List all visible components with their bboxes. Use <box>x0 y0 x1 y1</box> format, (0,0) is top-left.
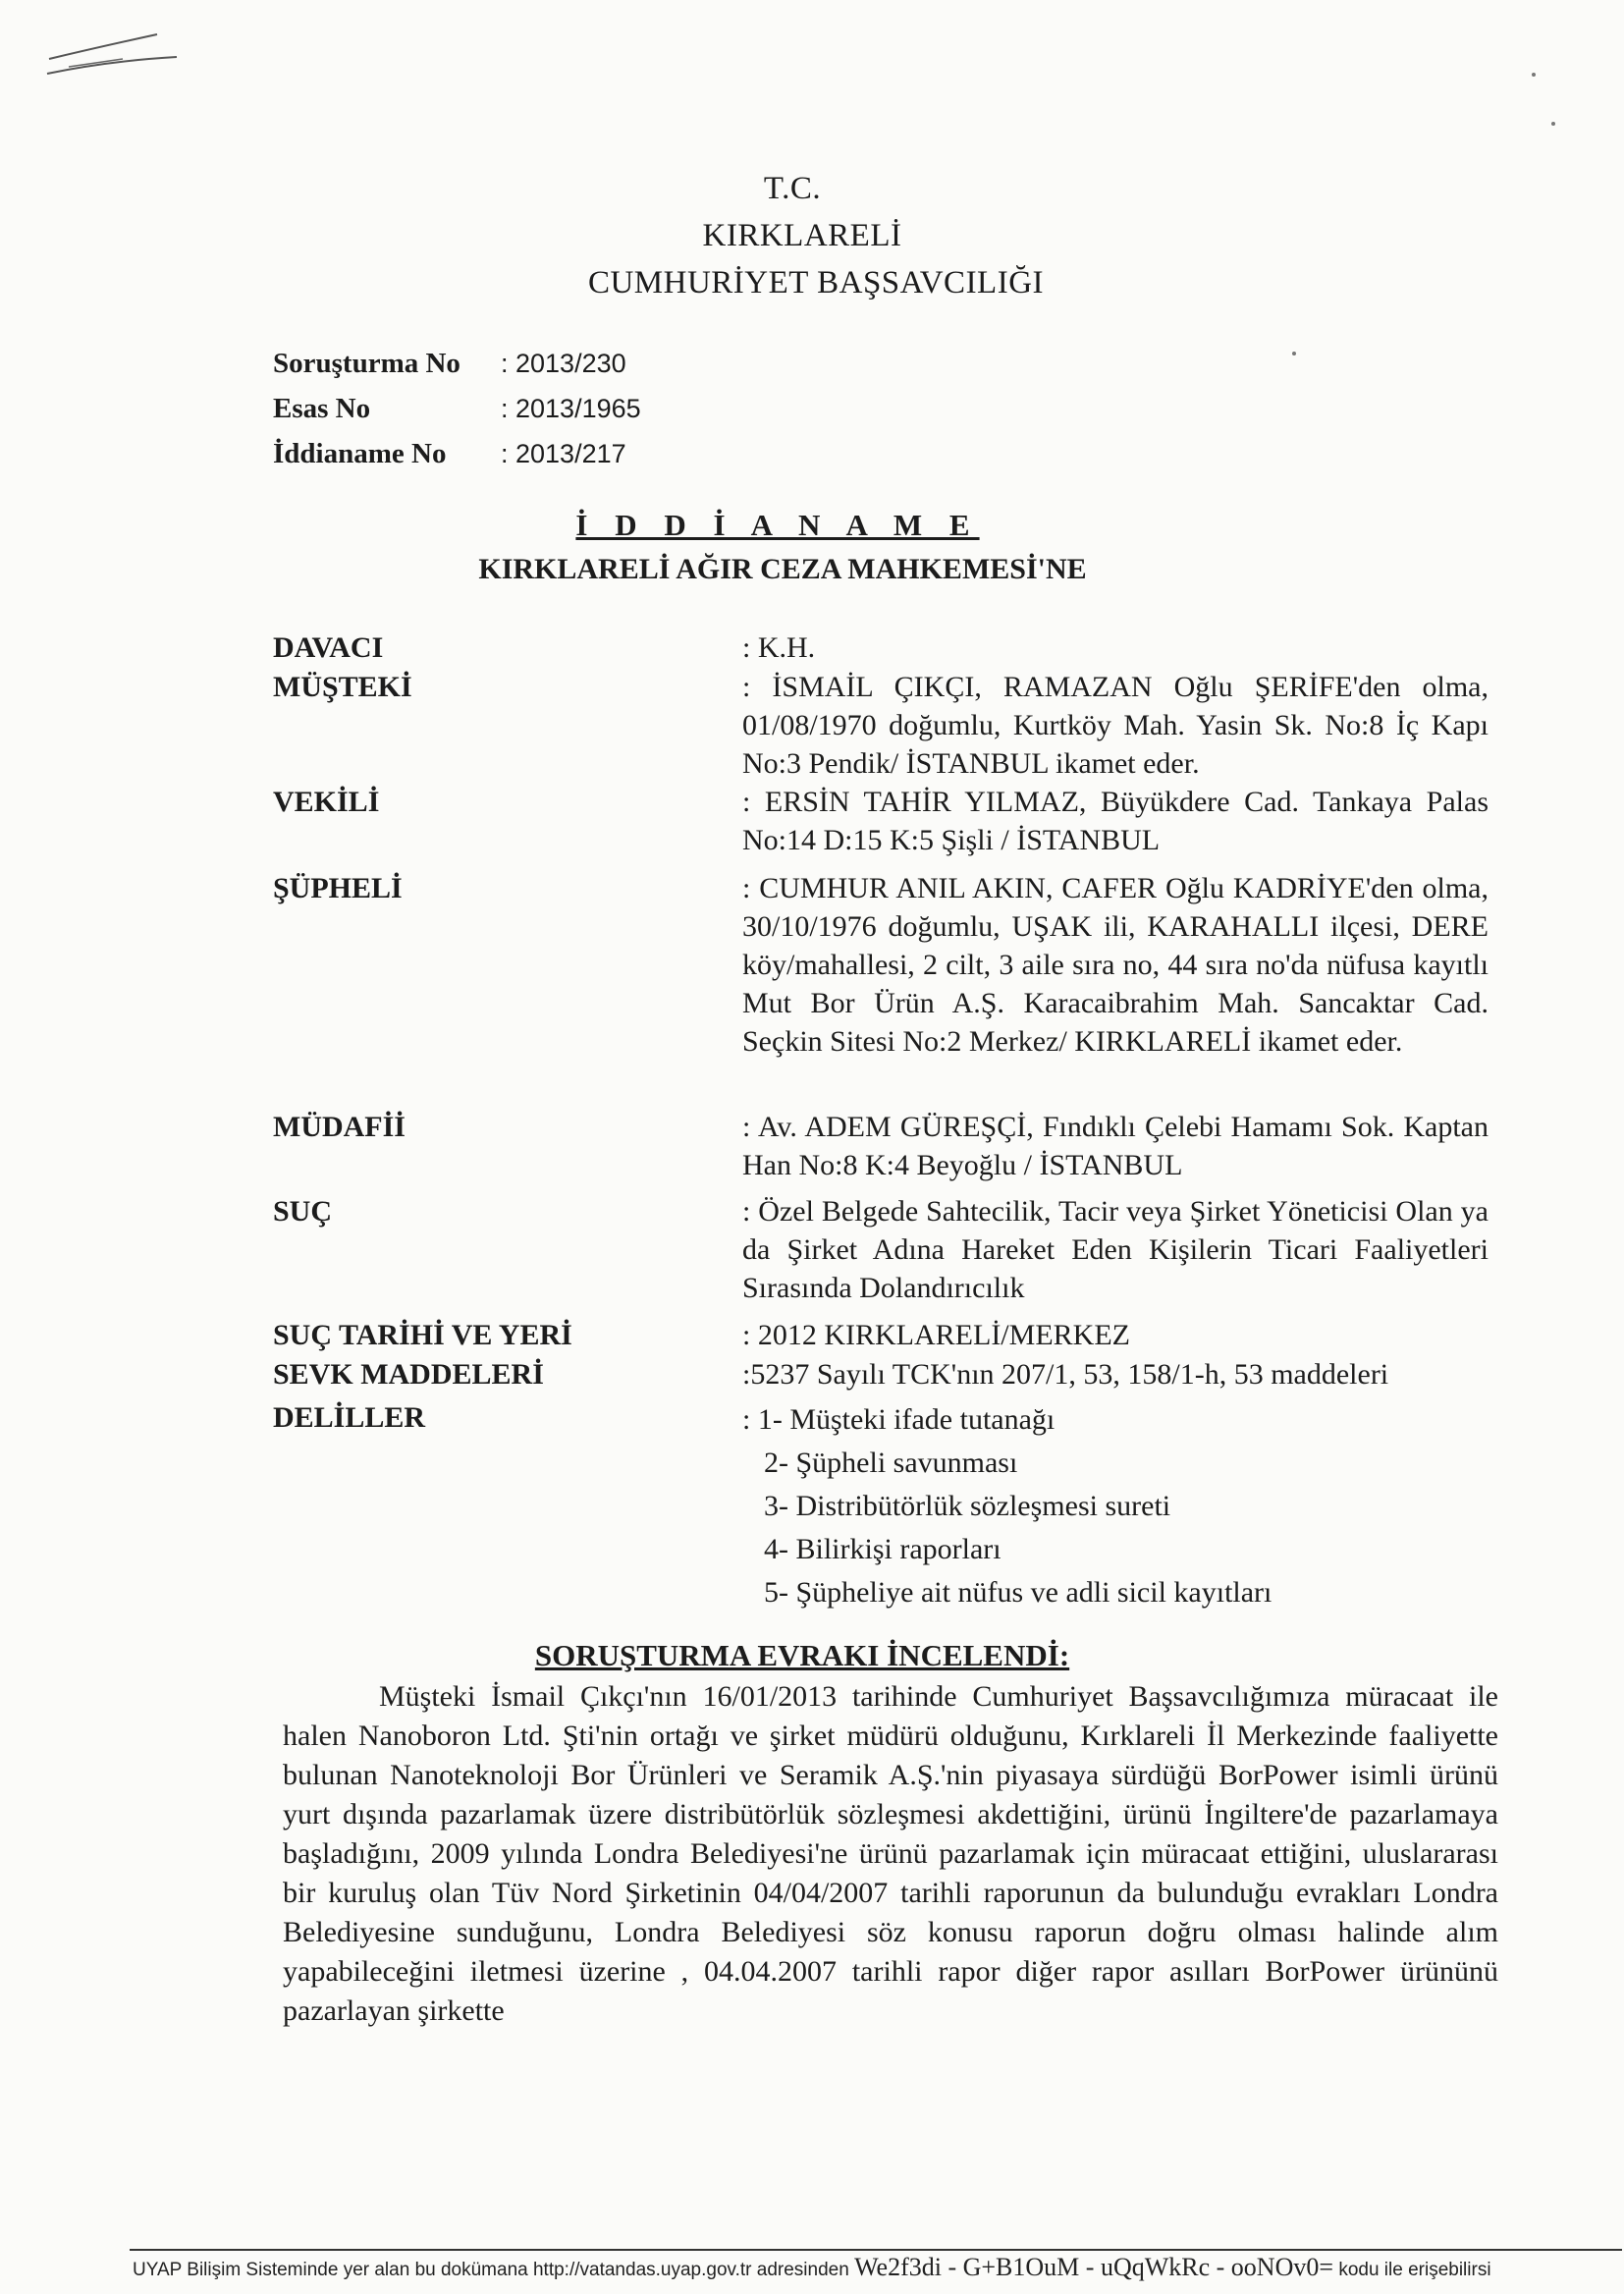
section-heading-text: SORUŞTURMA EVRAKI İNCELENDİ: <box>534 1638 1070 1672</box>
body-paragraph: Müşteki İsmail Çıkçı'nın 16/01/2013 tarihinde Cumhuriyet Başsavcılığımıza müracaat ile halen Nanoboron Ltd. Şti'nin ortağı ve şirket müdürü olduğunu, Kırklareli İl Merkezinde faaliyette bulunan Nanoteknoloji Bor Ürünleri ve Seramik A.Ş.'nin piyasaya sürdüğü BorPower isimli ürünü yurt dışında pazarlamak üzere distribütörlük sözleşmesi akdettiğini, ürünü İngiltere'de pazarlamaya başladığını, 2009 yılında Londra Belediyesi'ne ürünü pazarlamak için müracaat ettiğini, uluslararası bir kuruluş olan Tüv Nord Şirketinin 04/04/2007 tarihli raporunun da bulunduğu evrakları Londra Belediyesine sunduğunu, Londra Belediyesi söz konusu raporun doğru olması halinde alım yapabileceğini iletmesi üzerine , 04.04.2007 tarihli rapor diğer rapor asılları BorPower ürününü pazarlayan şirkette <box>283 1680 1498 2027</box>
title-court: KIRKLARELİ AĞIR CEZA MAHKEMESİ'NE <box>478 553 1087 585</box>
party-row-suc <box>273 1192 1490 1316</box>
party-label: SUÇ TARİHİ VE YERİ <box>273 1319 572 1351</box>
reference-numbers <box>273 341 641 476</box>
party-value: : ERSİN TAHİR YILMAZ, Büyükdere Cad. Tankaya Palas No:14 D:15 K:5 Şişli / İSTANBUL <box>742 786 1489 856</box>
party-value: : İSMAİL ÇIKÇI, RAMAZAN Oğlu ŞERİFE'den olma, 01/08/1970 doğumlu, Kurtköy Mah. Yasin Sk. No:8 İç Kapı No:3 Pendik/ İSTANBUL ikamet eder. <box>742 671 1489 780</box>
party-value: : 2012 KIRKLARELİ/MERKEZ <box>742 1319 1130 1351</box>
speck <box>1532 73 1536 77</box>
title-iddianame: İ D D İ A N A M E <box>575 508 980 542</box>
party-label: SEVK MADDELERİ <box>273 1358 544 1391</box>
ref-row-sorusturma <box>273 341 641 386</box>
evidence-item: 4- Bilirkişi raporları <box>764 1533 1001 1565</box>
party-row-supheli <box>273 869 1490 1108</box>
uyap-footer <box>133 2253 1624 2282</box>
party-label: DELİLLER <box>273 1401 426 1434</box>
ref-value: : 2013/1965 <box>501 393 641 423</box>
header-city: KIRKLARELİ <box>702 218 902 253</box>
evidence-item: 2- Şüpheli savunması <box>764 1447 1018 1479</box>
ref-label: Soruşturma No <box>273 347 460 379</box>
party-value: : Özel Belgede Sahtecilik, Tacir veya Şirket Yöneticisi Olan ya da Şirket Adına Hareket Eden Kişilerin Ticari Faaliyetleri Sırasında Dolandırıcılık <box>742 1195 1489 1304</box>
party-row-davaci <box>273 628 1490 668</box>
pen-mark <box>39 20 196 88</box>
party-label: DAVACI <box>273 631 384 664</box>
party-label: ŞÜPHELİ <box>273 872 403 904</box>
party-value: : K.H. <box>742 631 816 664</box>
header-tc: T.C. <box>763 171 822 206</box>
party-row-sevk <box>273 1355 1490 1398</box>
evidence-item: : 1- Müşteki ifade tutanağı <box>742 1403 1056 1436</box>
evidence-item: 3- Distribütörlük sözleşmesi sureti <box>764 1490 1171 1522</box>
access-code: We2f3di - G+B1OuM - uQqWkRc - ooNOv0= <box>854 2253 1334 2281</box>
speck <box>1551 122 1555 126</box>
ref-label: İddianame No <box>273 437 447 469</box>
party-row-musteki <box>273 668 1490 783</box>
party-label: MÜŞTEKİ <box>273 671 412 703</box>
party-label: MÜDAFİİ <box>273 1111 406 1143</box>
party-value: : Av. ADEM GÜREŞÇİ, Fındıklı Çelebi Hamamı Sok. Kaptan Han No:8 K:4 Beyoğlu / İSTANBUL <box>742 1111 1489 1181</box>
office-header <box>0 165 1624 306</box>
party-row-deliller <box>273 1398 1490 1614</box>
section-heading <box>0 1638 1624 1673</box>
header-office: CUMHURİYET BAŞSAVCILIĞI <box>587 265 1045 300</box>
party-row-vekili <box>273 783 1490 869</box>
ref-row-iddianame <box>273 431 641 476</box>
party-value: :5237 Sayılı TCK'nın 207/1, 53, 158/1-h, 53 maddeleri <box>742 1358 1389 1391</box>
footer-suffix: kodu ile erişebilirsi <box>1338 2260 1491 2280</box>
evidence-list <box>742 1398 1489 1614</box>
footer-text: UYAP Bilişim Sisteminde yer alan bu dokümana http://vatandas.uyap.gov.tr adresinden <box>133 2260 849 2280</box>
party-label: VEKİLİ <box>273 786 380 818</box>
party-row-mudafii <box>273 1108 1490 1192</box>
ref-row-esas <box>273 386 641 431</box>
speck <box>1292 352 1296 355</box>
evidence-item: 5- Şüpheliye ait nüfus ve adli sicil kayıtları <box>764 1576 1272 1609</box>
parties-table <box>273 628 1490 1614</box>
ref-value: : 2013/217 <box>501 438 626 468</box>
party-label: SUÇ <box>273 1195 333 1228</box>
ref-label: Esas No <box>273 392 371 424</box>
ref-value: : 2013/230 <box>501 348 626 378</box>
party-row-suc-tarihi <box>273 1316 1490 1355</box>
party-value: : CUMHUR ANIL AKIN, CAFER Oğlu KADRİYE'den olma, 30/10/1976 doğumlu, UŞAK ili, KARAHALLI ilçesi, DERE köy/mahallesi, 2 cilt, 3 aile sıra no, 44 sıra no'da nüfusa kayıtlı Mut Bor Ürün A.Ş. Karacaibrahim Mah. Sancaktar Cad. Seçkin Sitesi No:2 Merkez/ KIRKLARELİ ikamet eder. <box>742 872 1489 1058</box>
document-title <box>0 503 1624 591</box>
footer-divider <box>130 2249 1622 2251</box>
